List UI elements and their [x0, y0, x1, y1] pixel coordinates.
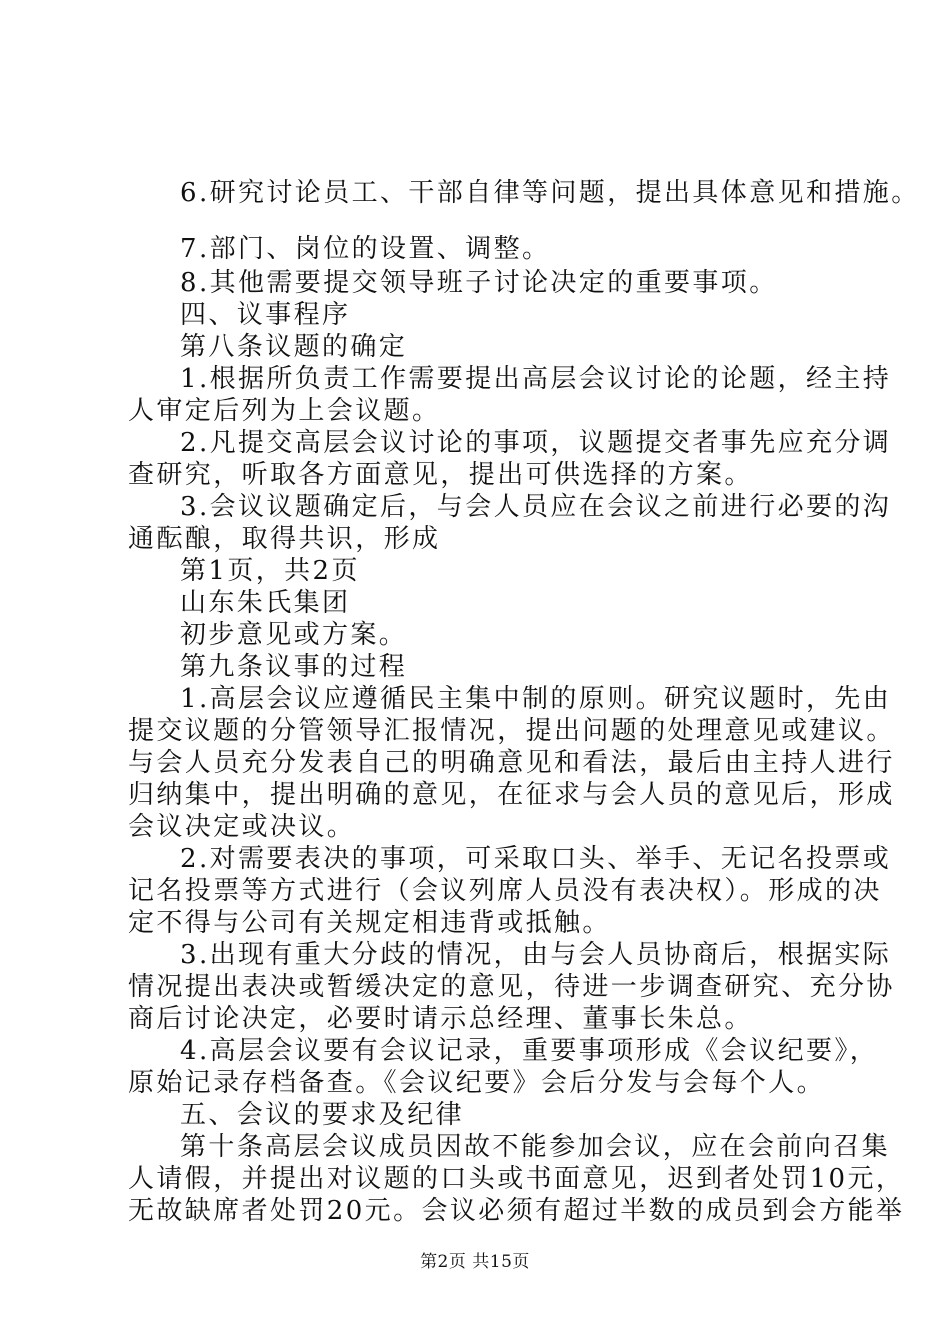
paragraph-line: 第十条高层会议成员因故不能参加会议，应在会前向召集 [180, 1132, 891, 1162]
paragraph-line: 1.高层会议应遵循民主集中制的原则。研究议题时，先由 [180, 684, 892, 714]
paragraph-line: 6.研究讨论员工、干部自律等问题，提出具体意见和措施。 [180, 178, 920, 208]
paragraph-line: 原始记录存档备查。《会议纪要》会后分发与会每个人。 [128, 1068, 826, 1098]
page-footer: 第2页 共15页 [420, 1252, 530, 1272]
paragraph-line: 查研究，听取各方面意见，提出可供选择的方案。 [128, 460, 753, 490]
company-name: 山东朱氏集团 [180, 588, 351, 618]
paragraph-line: 人请假，并提出对议题的口头或书面意见，迟到者处罚10元， [128, 1164, 905, 1194]
paragraph-line: 会议决定或决议。 [128, 812, 356, 842]
inline-page-marker: 第1页，共2页 [180, 556, 360, 586]
paragraph-line: 8.其他需要提交领导班子讨论决定的重要事项。 [180, 268, 778, 298]
article-heading: 第九条议事的过程 [180, 652, 408, 682]
paragraph-line: 情况提出表决或暂缓决定的意见，待进一步调查研究、充分协 [128, 972, 895, 1002]
paragraph-line: 定不得与公司有关规定相违背或抵触。 [128, 908, 611, 938]
article-heading: 第八条议题的确定 [180, 332, 408, 362]
paragraph-line: 提交议题的分管领导汇报情况，提出问题的处理意见或建议。 [128, 716, 895, 746]
paragraph-line: 3.出现有重大分歧的情况，由与会人员协商后，根据实际 [180, 940, 892, 970]
paragraph-line: 商后讨论决定，必要时请示总经理、董事长朱总。 [128, 1004, 753, 1034]
paragraph-line: 初步意见或方案。 [180, 620, 408, 650]
paragraph-line: 7.部门、岗位的设置、调整。 [180, 234, 551, 264]
paragraph-line: 3.会议议题确定后，与会人员应在会议之前进行必要的沟 [180, 492, 892, 522]
paragraph-line: 归纳集中，提出明确的意见，在征求与会人员的意见后，形成 [128, 780, 895, 810]
paragraph-line: 记名投票等方式进行（会议列席人员没有表决权）。形成的决 [128, 876, 882, 906]
paragraph-line: 1.根据所负责工作需要提出高层会议讨论的论题，经主持 [180, 364, 892, 394]
paragraph-line: 无故缺席者处罚20元。会议必须有超过半数的成员到会方能举 [128, 1196, 905, 1226]
section-heading: 四、议事程序 [180, 300, 351, 330]
paragraph-line: 4.高层会议要有会议记录，重要事项形成《会议纪要》， [180, 1036, 879, 1066]
section-heading: 五、会议的要求及纪律 [180, 1100, 465, 1130]
paragraph-line: 人审定后列为上会议题。 [128, 396, 441, 426]
paragraph-line: 与会人员充分发表自己的明确意见和看法，最后由主持人进行 [128, 748, 895, 778]
paragraph-line: 2.对需要表决的事项，可采取口头、举手、无记名投票或 [180, 844, 892, 874]
paragraph-line: 通酝酿，取得共识，形成 [128, 524, 441, 554]
paragraph-line: 2.凡提交高层会议讨论的事项，议题提交者事先应充分调 [180, 428, 892, 458]
